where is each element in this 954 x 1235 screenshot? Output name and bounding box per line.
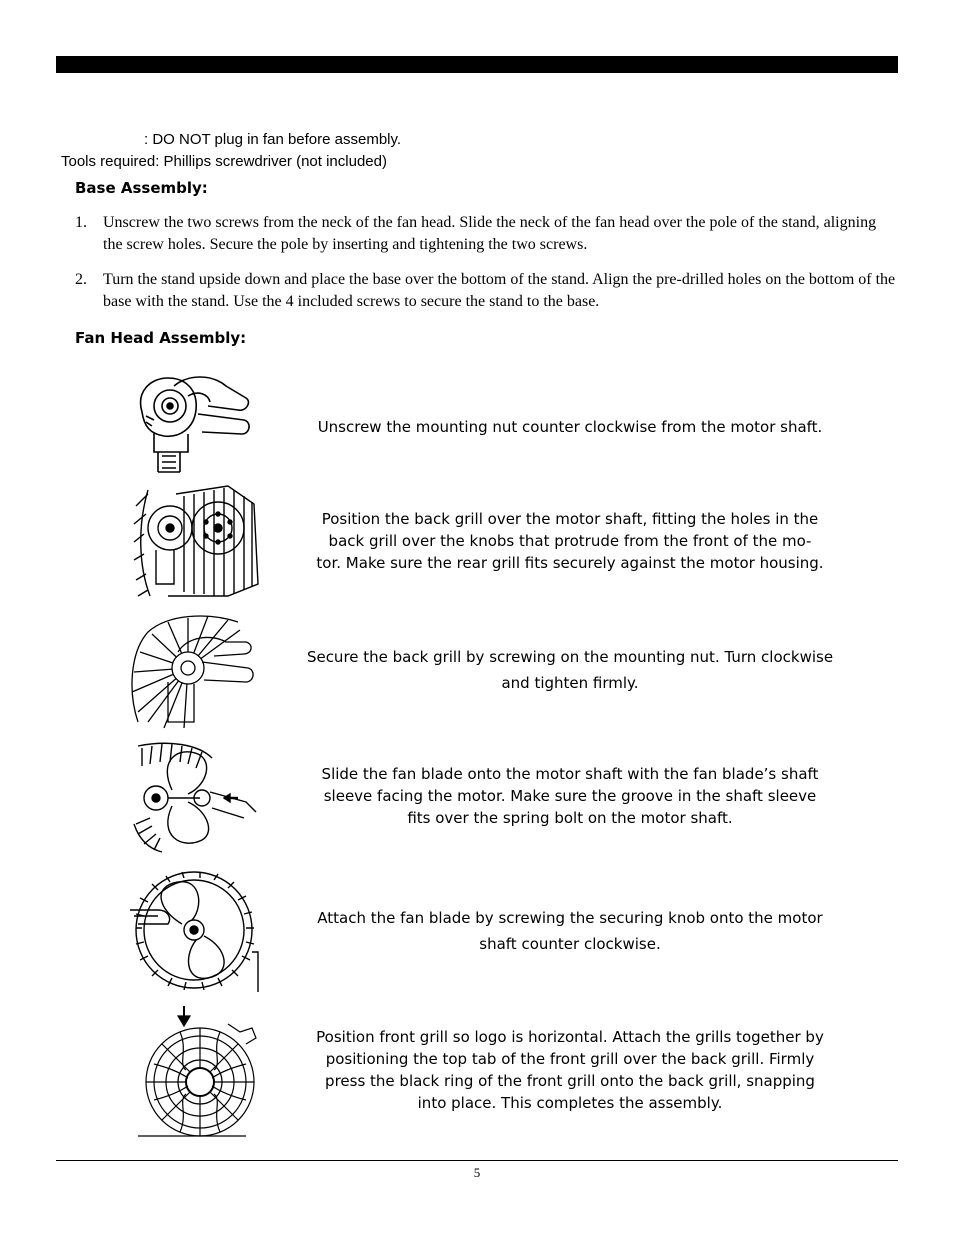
footer-rule <box>56 1160 898 1161</box>
base-step-1 <box>75 212 897 256</box>
step-number: 2. <box>75 271 87 288</box>
caption-line: Position the back grill over the motor shaft, fitting the holes in the <box>321 510 819 528</box>
base-assembly-heading: Base Assembly: <box>75 179 208 197</box>
caption-line: shaft counter clockwise. <box>479 935 661 953</box>
caption-line: into place. This completes the assembly. <box>417 1094 723 1112</box>
warning-text: : DO NOT plug in fan before assembly. <box>144 131 402 148</box>
header-bar <box>56 56 898 73</box>
fan-head-step-6-caption <box>270 1026 870 1114</box>
caption-line: press the black ring of the front grill onto the back grill, snapping <box>325 1072 815 1090</box>
securing-back-grill-illustration <box>128 612 260 730</box>
page-number: 5 <box>473 1165 481 1180</box>
step-number: 1. <box>75 214 87 231</box>
fan-head-step-3-caption <box>270 646 870 694</box>
caption-line: back grill over the knobs that protrude from the front of the mo- <box>328 532 812 550</box>
tools-required-text: Tools required: Phillips screwdriver (not included) <box>61 153 387 170</box>
caption-line: fits over the spring bolt on the motor shaft. <box>407 809 733 827</box>
step-text: Turn the stand upside down and place the base over the bottom of the stand. Align the pre-drilled holes on the bottom of the base with the stand. Use the 4 included screws to secure the stand to the base. <box>103 271 896 310</box>
fan-head-step-4-caption <box>270 763 870 829</box>
caption-line: Unscrew the mounting nut counter clockwise from the motor shaft. <box>317 418 823 436</box>
fan-head-assembly-heading: Fan Head Assembly: <box>75 329 247 347</box>
caption-line: Secure the back grill by screwing on the mounting nut. Turn clockwise <box>306 648 834 666</box>
caption-line: and tighten firmly. <box>501 674 639 692</box>
caption-line: sleeve facing the motor. Make sure the groove in the shaft sleeve <box>323 787 817 805</box>
fan-head-step-2-caption <box>270 508 870 574</box>
back-grill-positioning-illustration <box>128 484 260 600</box>
fan-blade-sliding-illustration <box>128 740 260 856</box>
step-text: Unscrew the two screws from the neck of the fan head. Slide the neck of the fan head over the pole of the stand, aligning the screw holes. Secure the pole by inserting and tightening the two screws. <box>103 214 877 253</box>
caption-line: tor. Make sure the rear grill fits securely against the motor housing. <box>316 554 824 572</box>
fan-head-step-5-caption <box>270 907 870 955</box>
caption-line: Slide the fan blade onto the motor shaft with the fan blade’s shaft <box>321 765 819 783</box>
securing-knob-illustration <box>128 866 260 994</box>
hand-unscrewing-nut-illustration <box>128 372 260 480</box>
caption-line: Position front grill so logo is horizontal. Attach the grills together by <box>316 1028 824 1046</box>
fan-head-step-1-caption <box>270 416 870 438</box>
base-step-2 <box>75 269 897 313</box>
front-grill-attach-illustration <box>128 1004 260 1138</box>
caption-line: Attach the fan blade by screwing the securing knob onto the motor <box>317 909 823 927</box>
caption-line: positioning the top tab of the front grill over the back grill. Firmly <box>325 1050 815 1068</box>
